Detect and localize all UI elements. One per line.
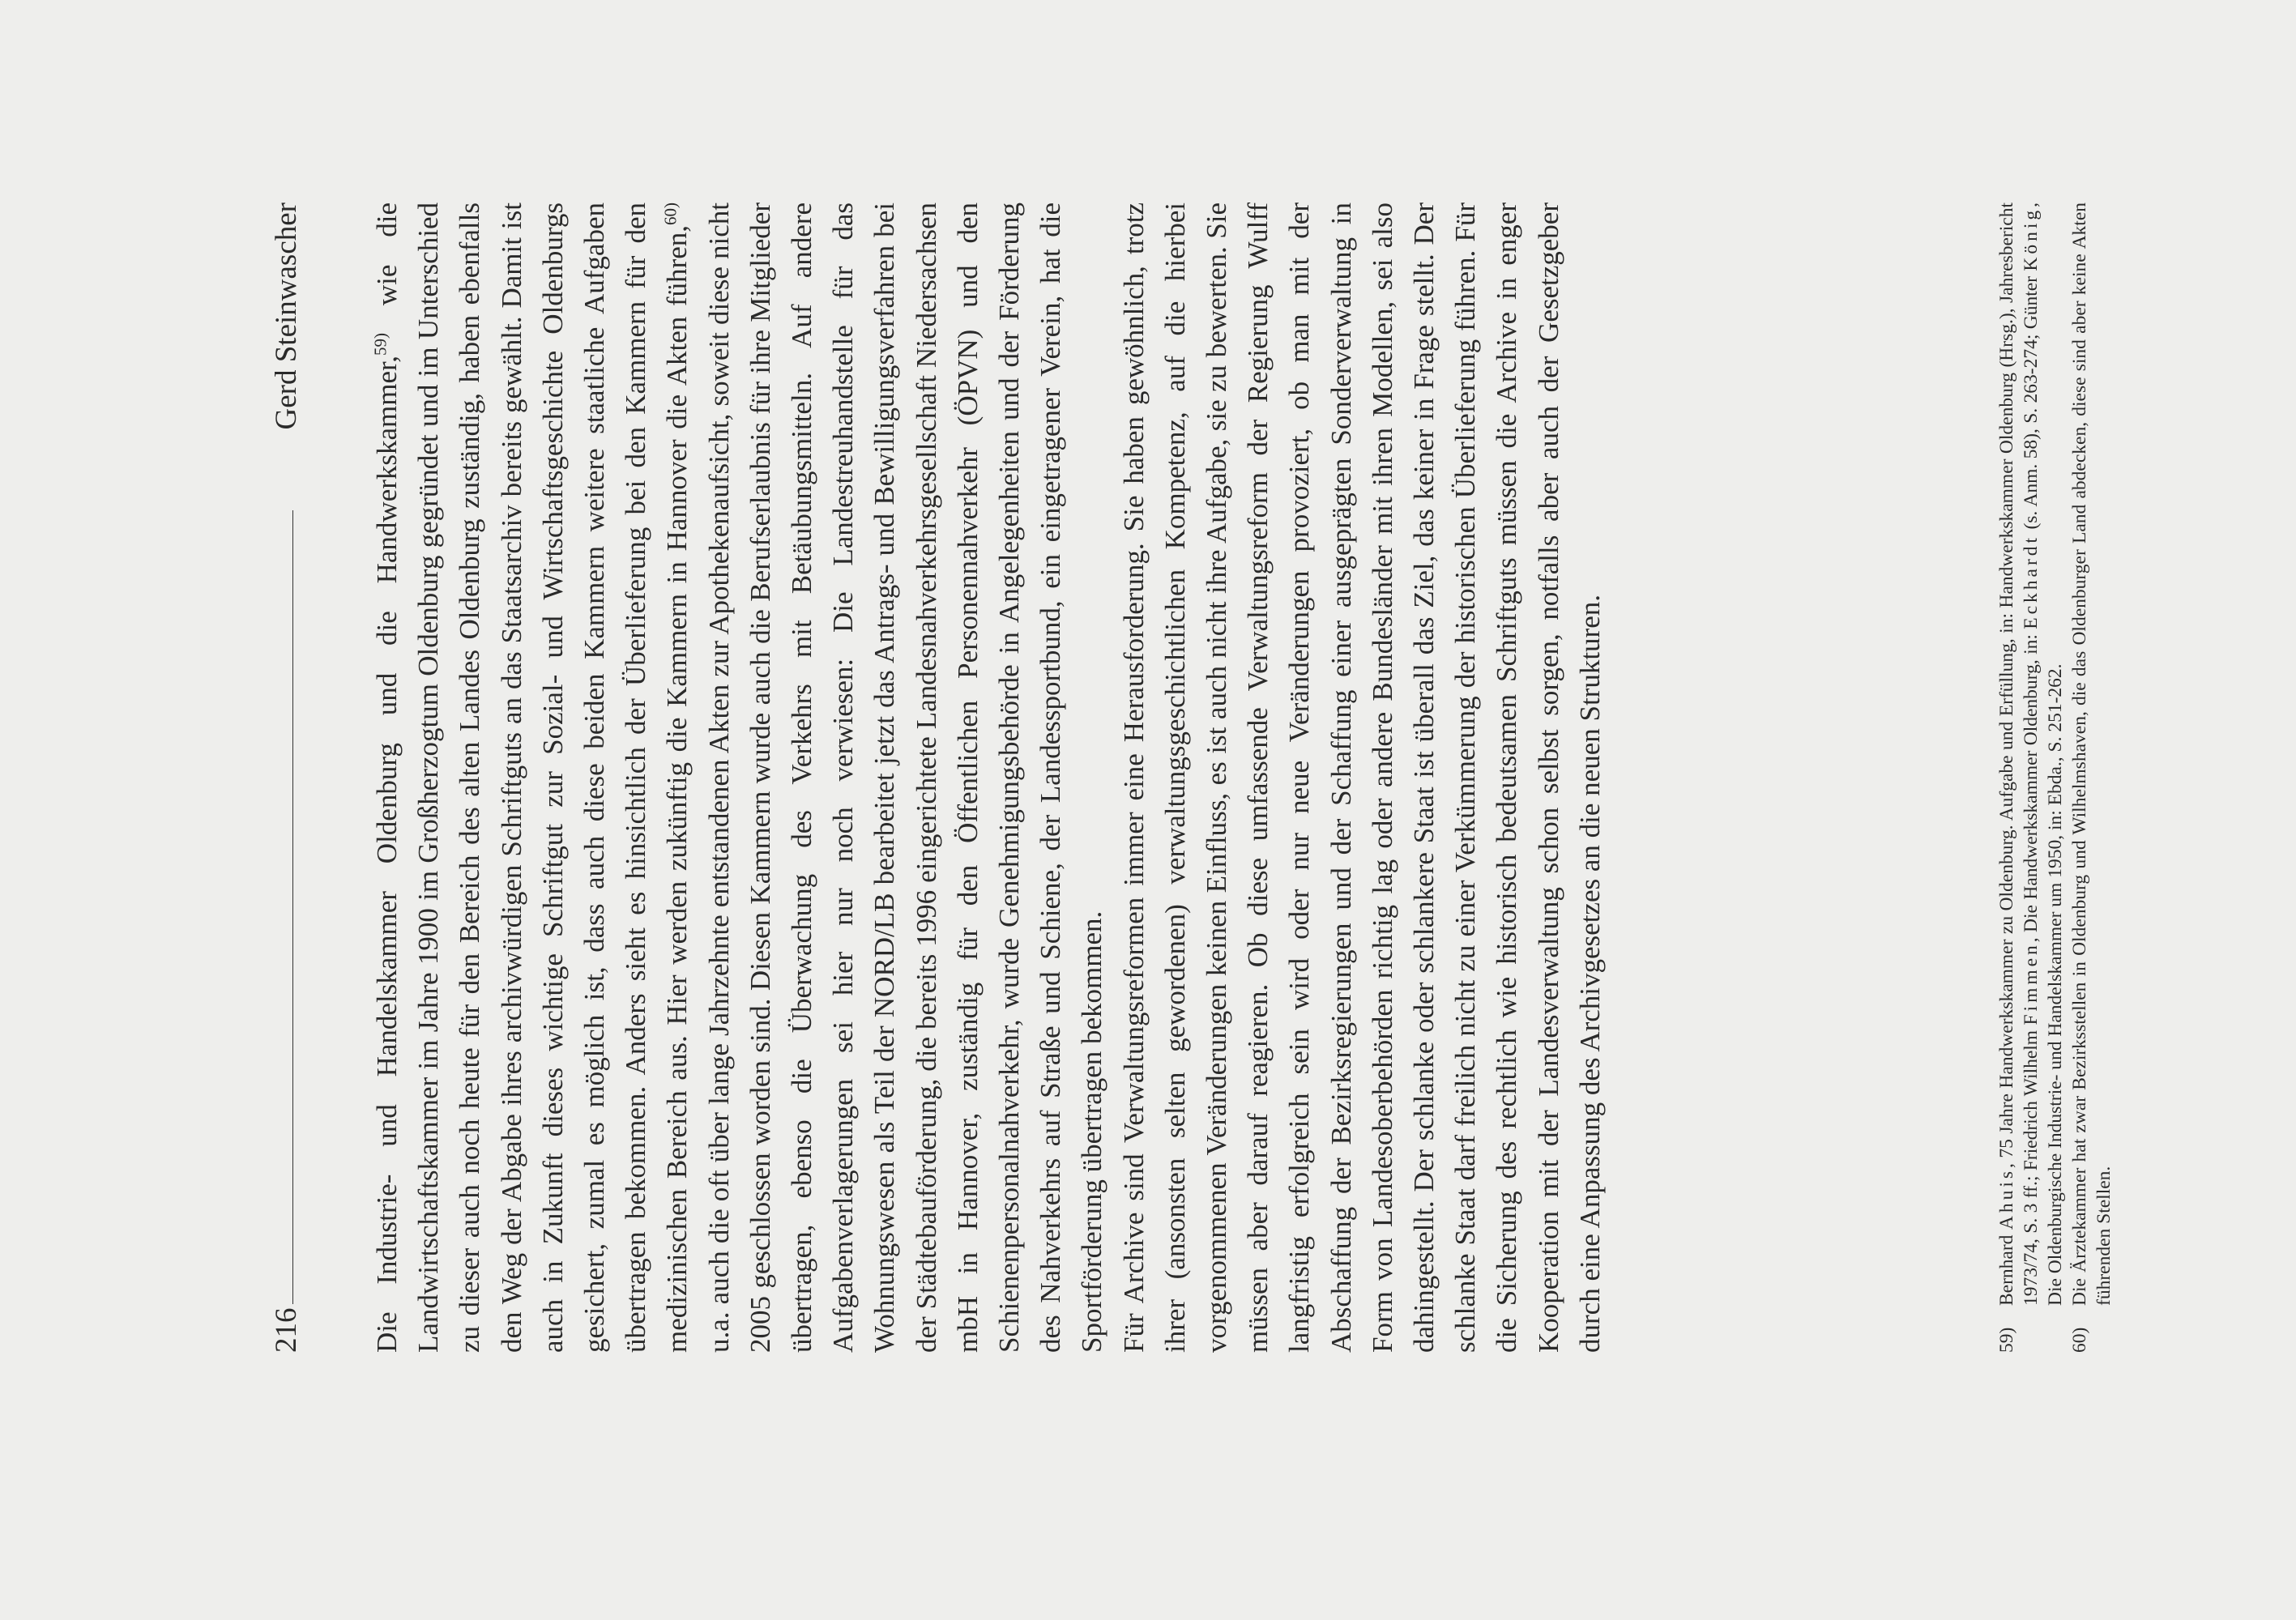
footnote-60: 60) Die Ärztekammer hat zwar Bezirksstellen in Oldenburg und Wilhelmshaven, die das Oldenburger Land abdecken, diese sind aber keine Akten führenden Stellen. — [2069, 202, 2115, 1353]
footnote-number: 59) — [1996, 1327, 2017, 1353]
running-head-author: Gerd Steinwascher — [270, 202, 303, 430]
footnote-ref-60: 60) — [660, 202, 681, 225]
footnote-number: 60) — [2069, 1327, 2090, 1353]
paragraph-2: Für Archive sind Verwaltungsreformen immer eine Herausforderung. Sie haben gewöhnlich, trotz ihrer (ansonsten selten gewordenen) verwaltungsgeschichtlichen Kompetenz, auf die hierbei vorgenommenen Veränderungen keinen Einfluss, es ist auch nicht ihre Aufgabe, sie zu bewerten. Sie müssen aber darauf reagieren. Ob diese umfassende Verwaltungsreform der Regierung Wulff langfristig erfolgreich sein wird oder nur neue Veränderungen provoziert, ob man mit der Abschaffung der Bezirksregierungen und der Schaffung einer ausgeprägten Sonderverwaltung in Form von Landesoberbehörden richtig lag oder andere Bundesländer mit ihren Modellen, sei also dahingestellt. Der schlanke oder schlankere Staat ist überall das Ziel, das keiner in Frage stellt. Der schlanke Staat darf freilich nicht zu einer Verkümmerung der historischen Überlieferung führen. Für die Sicherung des rechtlich wie historisch bedeutsamen Schriftguts müssen die Archive in enger Kooperation mit der Landesverwaltung schon selbst sorgen, notfalls aber auch der Gesetzgeber durch eine Anpassung des Archivgesetzes an die neuen Strukturen. — [1117, 202, 1606, 1353]
running-header — [269, 202, 318, 1353]
footnotes — [1995, 202, 2116, 1353]
body-text — [366, 202, 1611, 1353]
rotated-page-content — [95, 146, 2201, 1474]
header-rule — [292, 510, 293, 1304]
paragraph-1: Die Industrie- und Handelskammer Oldenburg und die Handwerkskammer,$^{59)}$ wie die Landwirtschaftskammer im Jahre 1900 im Großherzogtum Oldenburg gegründet und im Unterschied zu dieser auch noch heute für den Bereich des alten Landes Oldenburg zuständig, haben ebenfalls den Weg der Abgabe ihres archivwürdigen Schriftguts an das Staatsarchiv bereits gewählt. Damit ist auch in Zukunft dieses wichtige Schriftgut zur Sozial- und Wirtschaftsgeschichte Oldenburgs gesichert, zumal es möglich ist, dass auch diese beiden Kammern weitere staatliche Aufgaben übertragen bekommen. Anders sieht es hinsichtlich der Überlieferung bei den Kammern für den medizinischen Bereich aus. Hier werden zukünftig die Kammern in Hannover die Akten führen,$^{60)}$ u.a. auch die oft über lange Jahrzehnte entstandenen Akten zur Apothekenaufsicht, soweit diese nicht 2005 geschlossen worden sind. Diesen Kammern wurde auch die Berufserlaubnis für ihre Mitglieder übertragen, ebenso die Überwachung des Verkehrs mit Betäubungsmitteln. Auf andere Aufgabenverlagerungen sei hier nur noch verwiesen: Die Landestreuhandstelle für das Wohnungswesen als Teil der NORD/LB bearbeitet jetzt das Antrags- und Bewilligungsverfahren bei der Städtebauförderung, die bereits 1996 eingerichtete Landesnahverkehrsgesellschaft Niedersachsen mbH in Hannover, zuständig für den Öffentlichen Personennahverkehr (ÖPVN) und den Schienenpersonalnahverkehr, wurde Genehmigungsbehörde in Angelegenheiten und der Förderung des Nahverkehrs auf Straße und Schiene, der Landessportbund, ein eingetragener Verein, hat die Sportförderung übertragen bekommen. — [370, 202, 1108, 1353]
page-number: 216 — [270, 1307, 303, 1353]
footnote-59: 59) Bernhard Ahuis, 75 Jahre Handwerkskammer zu Oldenburg. Aufgabe und Erfüllung, in: Handwerkskammer Oldenburg (Hrsg.), Jahresbericht 1973/74, S. 3 ff.; Friedrich Wilhelm Fimmen, Die Handwerkskammer Oldenburg, in: Eckhardt (s. Anm. 58), S. 263-274; Günter König, Die Oldenburgische Industrie- und Handelskammer um 1950, in: Ebda., S. 251-262. — [1996, 202, 2066, 1353]
footnote-ref-59: 59) — [370, 332, 390, 356]
